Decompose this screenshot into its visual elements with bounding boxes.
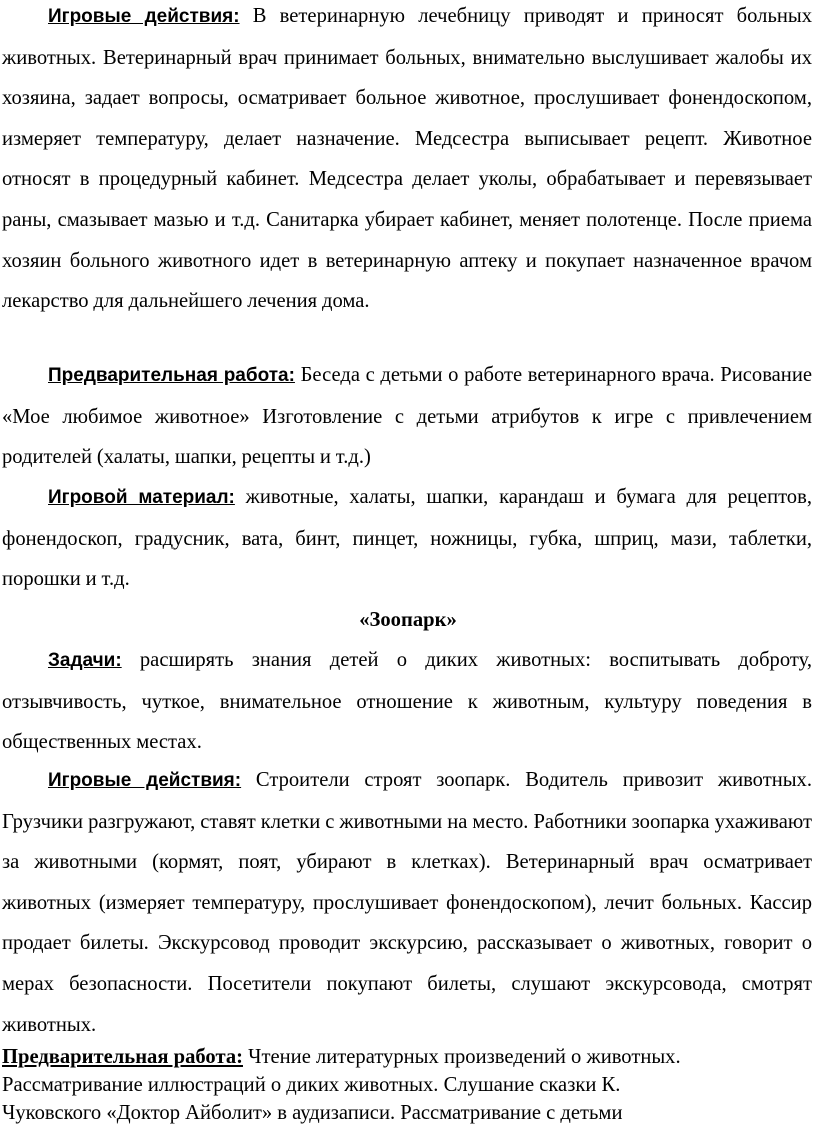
paragraph-text: расширять знания детей о диких животных: воспитывать доброту, отзывчивость, чуткое, внимательное отношение к животным, культуру поведения в общественных местах. <box>2 649 812 754</box>
section-label: Задачи: <box>48 650 122 671</box>
section-label: Предварительная работа: <box>2 1046 243 1068</box>
paragraph-vet-preliminary-work <box>2 355 812 478</box>
paragraph-zoo-game-actions <box>2 760 812 1045</box>
section-label: Предварительная работа: <box>48 365 295 386</box>
paragraph-zoo-tasks <box>2 640 812 763</box>
section-title-zoo: «Зоопарк» <box>359 609 457 631</box>
paragraph-vet-game-actions <box>2 0 812 322</box>
paragraph-text: Строители строят зоопарк. Водитель привозит животных. Грузчики разгружают, ставят клетки с животными на место. Работники зоопарка ухаживают за животными (кормят, поят, убирают в клетках). Ветеринарный врач осматривает животных (измеряет температуру, прослушивает фонендоскопом), лечит больных. Кассир продает билеты. Экскурсовод проводит экскурсию, рассказывает о животных, говорит о мерах безопасности. Посетители покупают билеты, слушают экскурсовода, смотрят животных. <box>2 769 812 1036</box>
paragraph-line: Рассматривание иллюстраций о диких животных. Слушание сказки К. <box>2 1074 621 1096</box>
paragraph-line: Чтение литературных произведений о животных. <box>242 1046 681 1068</box>
section-label: Игровой материал: <box>48 487 235 508</box>
paragraph-vet-game-material <box>2 477 812 600</box>
paragraph-line: Чуковского «Доктор Айболит» в аудизаписи. Рассматривание с детьми <box>2 1102 623 1124</box>
paragraph-text: В ветеринарную лечебницу приводят и приносят больных животных. Ветеринарный врач принимает больных, внимательно выслушивает жалобы их хозяина, задает вопросы, осматривает больное животное, прослушивает фонендоскопом, измеряет температуру, делает назначение. Медсестра выписывает рецепт. Животное относят в процедурный кабинет. Медсестра делает уколы, обрабатывает и перевязывает раны, смазывает мазью и т.д. Санитарка убирает кабинет, меняет полотенце. После приема хозяин больного животного идет в ветеринарную аптеку и покупает назначенное врачом лекарство для дальнейшего лечения дома. <box>2 5 813 313</box>
paragraph-text: животные, халаты, шапки, карандаш и бумага для рецептов, фонендоскоп, градусник, вата, бинт, пинцет, ножницы, губка, шприц, мази, таблетки, порошки и т.д. <box>2 486 812 591</box>
paragraph-zoo-preliminary-work <box>2 1043 812 1127</box>
section-label: Игровые действия: <box>48 6 240 27</box>
section-label: Игровые действия: <box>48 770 242 791</box>
paragraph-text: Беседа с детьми о работе ветеринарного врача. Рисование «Мое любимое животное» Изготовление с детьми атрибутов к игре с привлечением родителей (халаты, шапки, рецепты и т.д.) <box>2 364 812 469</box>
